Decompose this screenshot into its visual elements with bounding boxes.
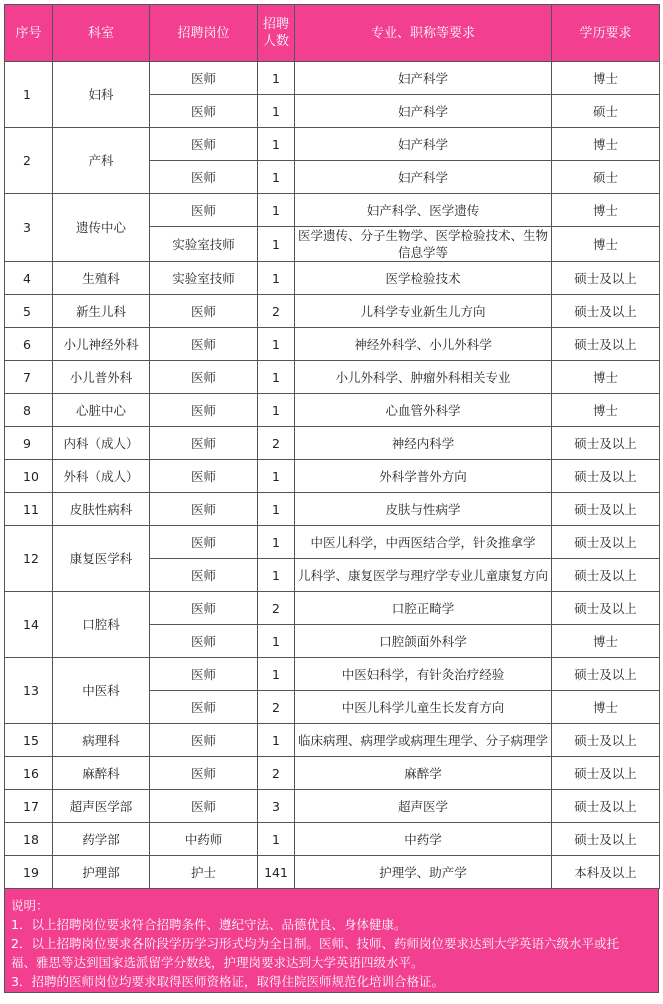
- cell-requirement: 口腔颌面外科学: [295, 625, 552, 658]
- cell-count: 1: [258, 460, 295, 493]
- cell-position: 护士: [150, 856, 258, 889]
- cell-dept: 生殖科: [53, 262, 150, 295]
- cell-no: 1: [5, 62, 53, 128]
- notes-title: 说明：: [11, 898, 49, 913]
- cell-count: 1: [258, 161, 295, 194]
- cell-count: 1: [258, 262, 295, 295]
- cell-position: 医师: [150, 526, 258, 559]
- cell-count: 1: [258, 394, 295, 427]
- cell-count: 1: [258, 328, 295, 361]
- table-row: [5, 724, 660, 757]
- cell-requirement: 神经外科学、小儿外科学: [295, 328, 552, 361]
- cell-dept: 皮肤性病科: [53, 493, 150, 526]
- cell-count: 1: [258, 227, 295, 262]
- table-row: [5, 823, 660, 856]
- cell-education: 博士: [552, 691, 660, 724]
- table-row: [5, 493, 660, 526]
- cell-education: 硕士及以上: [552, 493, 660, 526]
- cell-position: 医师: [150, 691, 258, 724]
- cell-dept: 口腔科: [53, 592, 150, 658]
- cell-education: 博士: [552, 394, 660, 427]
- cell-position: 医师: [150, 128, 258, 161]
- cell-dept: 外科（成人）: [53, 460, 150, 493]
- table-row: [5, 62, 660, 95]
- cell-dept: 心脏中心: [53, 394, 150, 427]
- cell-education: 硕士及以上: [552, 724, 660, 757]
- cell-requirement: 医学遗传、分子生物学、医学检验技术、生物信息学等: [295, 227, 552, 262]
- cell-count: 2: [258, 295, 295, 328]
- cell-no: 12: [5, 526, 53, 592]
- table-row: [5, 295, 660, 328]
- cell-position: 医师: [150, 592, 258, 625]
- cell-position: 实验室技师: [150, 227, 258, 262]
- cell-count: 2: [258, 427, 295, 460]
- cell-position: 医师: [150, 295, 258, 328]
- cell-count: 1: [258, 559, 295, 592]
- table-row: [5, 790, 660, 823]
- cell-requirement: 麻醉学: [295, 757, 552, 790]
- cell-education: 硕士及以上: [552, 790, 660, 823]
- cell-dept: 药学部: [53, 823, 150, 856]
- cell-position: 医师: [150, 95, 258, 128]
- cell-education: 硕士及以上: [552, 295, 660, 328]
- table-row: [5, 526, 660, 559]
- header-no: 序号: [5, 5, 53, 62]
- cell-position: 医师: [150, 328, 258, 361]
- table-row: [5, 757, 660, 790]
- cell-count: 1: [258, 128, 295, 161]
- cell-requirement: 小儿外科学、肿瘤外科相关专业: [295, 361, 552, 394]
- table-row: [5, 394, 660, 427]
- cell-count: 1: [258, 658, 295, 691]
- header-count: 招聘人数: [258, 5, 295, 62]
- cell-dept: 产科: [53, 128, 150, 194]
- table-row: [5, 460, 660, 493]
- table-row: [5, 328, 660, 361]
- cell-count: 2: [258, 592, 295, 625]
- cell-position: 中药师: [150, 823, 258, 856]
- table-row: [5, 361, 660, 394]
- cell-count: 1: [258, 526, 295, 559]
- cell-position: 医师: [150, 62, 258, 95]
- note-line: 福、雅思等达到国家选派留学分数线，护理岗要求达到大学英语四级水平。: [11, 955, 424, 970]
- cell-position: 医师: [150, 361, 258, 394]
- cell-requirement: 儿科学专业新生儿方向: [295, 295, 552, 328]
- cell-dept: 康复医学科: [53, 526, 150, 592]
- cell-position: 医师: [150, 194, 258, 227]
- cell-requirement: 妇产科学: [295, 128, 552, 161]
- cell-requirement: 口腔正畸学: [295, 592, 552, 625]
- cell-education: 博士: [552, 128, 660, 161]
- cell-requirement: 神经内科学: [295, 427, 552, 460]
- cell-no: 17: [5, 790, 53, 823]
- table-row: [5, 592, 660, 625]
- cell-education: 硕士及以上: [552, 757, 660, 790]
- cell-dept: 超声医学部: [53, 790, 150, 823]
- cell-requirement: 心血管外科学: [295, 394, 552, 427]
- table-row: [5, 128, 660, 161]
- cell-dept: 护理部: [53, 856, 150, 889]
- cell-education: 硕士: [552, 95, 660, 128]
- cell-no: 11: [5, 493, 53, 526]
- cell-position: 医师: [150, 559, 258, 592]
- cell-education: 硕士及以上: [552, 526, 660, 559]
- header-education: 学历要求: [552, 5, 660, 62]
- cell-no: 13: [5, 658, 53, 724]
- cell-no: 10: [5, 460, 53, 493]
- cell-position: 医师: [150, 658, 258, 691]
- note-line: 2．以上招聘岗位要求各阶段学历学习形式均为全日制。医师、技师、药师岗位要求达到大学英语六级水平或托: [11, 936, 619, 951]
- cell-no: 14: [5, 592, 53, 658]
- cell-count: 2: [258, 691, 295, 724]
- table-header-row: [5, 5, 660, 62]
- cell-count: 3: [258, 790, 295, 823]
- cell-requirement: 妇产科学: [295, 95, 552, 128]
- cell-requirement: 儿科学、康复医学与理疗学专业儿童康复方向: [295, 559, 552, 592]
- cell-position: 实验室技师: [150, 262, 258, 295]
- cell-education: 博士: [552, 62, 660, 95]
- cell-education: 硕士及以上: [552, 328, 660, 361]
- cell-count: 1: [258, 823, 295, 856]
- cell-position: 医师: [150, 790, 258, 823]
- cell-requirement: 中药学: [295, 823, 552, 856]
- cell-requirement: 中医儿科学儿童生长发育方向: [295, 691, 552, 724]
- cell-count: 1: [258, 194, 295, 227]
- cell-no: 4: [5, 262, 53, 295]
- cell-no: 3: [5, 194, 53, 262]
- cell-dept: 小儿神经外科: [53, 328, 150, 361]
- cell-requirement: 护理学、助产学: [295, 856, 552, 889]
- cell-education: 硕士及以上: [552, 262, 660, 295]
- cell-no: 5: [5, 295, 53, 328]
- recruitment-document: [4, 4, 659, 993]
- cell-dept: 妇科: [53, 62, 150, 128]
- cell-education: 硕士及以上: [552, 460, 660, 493]
- cell-count: 1: [258, 62, 295, 95]
- cell-requirement: 妇产科学、医学遗传: [295, 194, 552, 227]
- cell-education: 博士: [552, 625, 660, 658]
- cell-dept: 麻醉科: [53, 757, 150, 790]
- header-requirement: 专业、职称等要求: [295, 5, 552, 62]
- cell-no: 19: [5, 856, 53, 889]
- note-line: 3．招聘的医师岗位均要求取得医师资格证，取得住院医师规范化培训合格证。: [11, 974, 444, 989]
- cell-count: 1: [258, 361, 295, 394]
- cell-education: 硕士及以上: [552, 823, 660, 856]
- cell-position: 医师: [150, 724, 258, 757]
- cell-no: 15: [5, 724, 53, 757]
- cell-requirement: 中医儿科学，中西医结合学，针灸推拿学: [295, 526, 552, 559]
- table-row: [5, 194, 660, 227]
- cell-education: 博士: [552, 194, 660, 227]
- cell-no: 2: [5, 128, 53, 194]
- cell-position: 医师: [150, 460, 258, 493]
- cell-count: 1: [258, 95, 295, 128]
- cell-count: 1: [258, 625, 295, 658]
- cell-education: 博士: [552, 227, 660, 262]
- cell-no: 18: [5, 823, 53, 856]
- cell-position: 医师: [150, 161, 258, 194]
- header-dept: 科室: [53, 5, 150, 62]
- cell-requirement: 医学检验技术: [295, 262, 552, 295]
- notes-box: [4, 889, 659, 993]
- cell-requirement: 皮肤与性病学: [295, 493, 552, 526]
- cell-requirement: 妇产科学: [295, 62, 552, 95]
- cell-count: 1: [258, 724, 295, 757]
- header-position: 招聘岗位: [150, 5, 258, 62]
- cell-requirement: 中医妇科学，有针灸治疗经验: [295, 658, 552, 691]
- cell-dept: 遗传中心: [53, 194, 150, 262]
- cell-count: 141: [258, 856, 295, 889]
- cell-no: 7: [5, 361, 53, 394]
- cell-education: 硕士及以上: [552, 658, 660, 691]
- cell-education: 硕士及以上: [552, 592, 660, 625]
- cell-no: 8: [5, 394, 53, 427]
- cell-count: 1: [258, 493, 295, 526]
- cell-dept: 中医科: [53, 658, 150, 724]
- cell-position: 医师: [150, 625, 258, 658]
- cell-dept: 病理科: [53, 724, 150, 757]
- cell-position: 医师: [150, 757, 258, 790]
- cell-count: 2: [258, 757, 295, 790]
- cell-education: 本科及以上: [552, 856, 660, 889]
- cell-dept: 新生儿科: [53, 295, 150, 328]
- cell-education: 硕士及以上: [552, 427, 660, 460]
- table-body: [5, 62, 660, 889]
- cell-education: 博士: [552, 361, 660, 394]
- table-row: [5, 427, 660, 460]
- recruitment-table: [4, 4, 660, 889]
- cell-education: 硕士及以上: [552, 559, 660, 592]
- cell-requirement: 妇产科学: [295, 161, 552, 194]
- note-line: 1．以上招聘岗位要求符合招聘条件、遵纪守法、品德优良、身体健康。: [11, 917, 407, 932]
- table-row: [5, 658, 660, 691]
- cell-requirement: 临床病理、病理学或病理生理学、分子病理学: [295, 724, 552, 757]
- cell-position: 医师: [150, 427, 258, 460]
- cell-no: 16: [5, 757, 53, 790]
- cell-requirement: 外科学普外方向: [295, 460, 552, 493]
- cell-dept: 小儿普外科: [53, 361, 150, 394]
- cell-no: 9: [5, 427, 53, 460]
- cell-requirement: 超声医学: [295, 790, 552, 823]
- cell-position: 医师: [150, 394, 258, 427]
- table-row: [5, 856, 660, 889]
- table-row: [5, 262, 660, 295]
- cell-position: 医师: [150, 493, 258, 526]
- cell-no: 6: [5, 328, 53, 361]
- cell-education: 硕士: [552, 161, 660, 194]
- cell-dept: 内科（成人）: [53, 427, 150, 460]
